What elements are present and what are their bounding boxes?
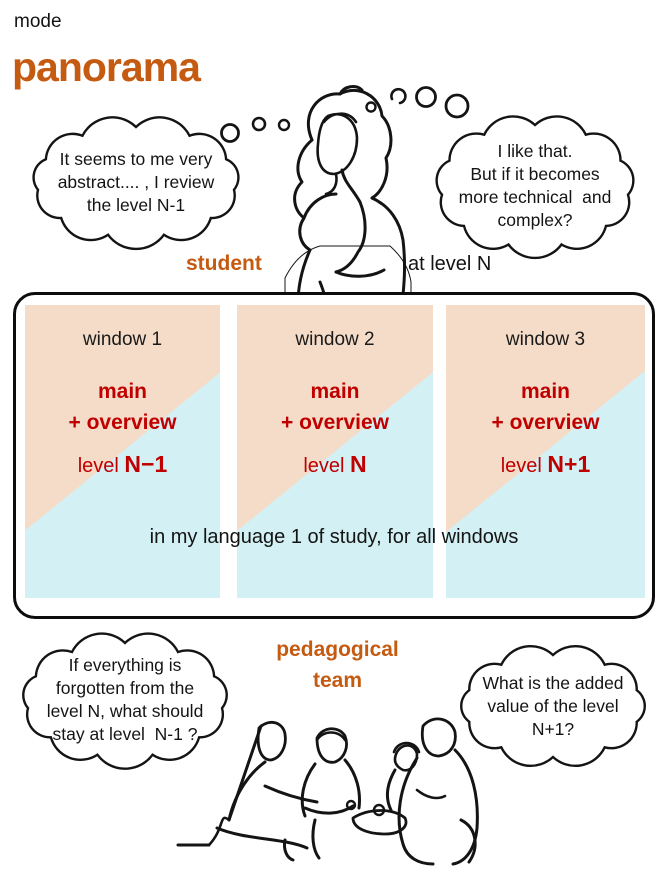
window-level: level N−1	[77, 451, 168, 477]
mode-label: mode	[14, 11, 62, 32]
window-title: window 1	[82, 329, 163, 350]
team-label: pedagogical team	[276, 638, 399, 692]
window-level: level N+1	[500, 451, 591, 477]
window-content-label: main + overview	[491, 380, 600, 434]
window-content-label: main + overview	[281, 380, 389, 434]
window-1	[25, 305, 220, 598]
window-title: window 3	[505, 329, 586, 350]
team-illustration	[165, 700, 485, 865]
window-3	[446, 305, 645, 598]
thought-bubble-text: If everything is forgotten from the level N, what should stay at level N-1 ?	[46, 655, 204, 744]
student-level-note: at level N	[408, 253, 492, 275]
panel-footnote: in my language 1 of study, for all windows	[149, 526, 519, 548]
window-2	[237, 305, 433, 598]
window-title: window 2	[295, 329, 375, 350]
thought-bubble-student-right	[428, 112, 642, 260]
windows-panel	[13, 292, 655, 619]
page-title: panorama	[12, 44, 200, 90]
window-content-label: main + overview	[68, 380, 177, 434]
thought-bubble-text: What is the added value of the level N+1?	[482, 672, 624, 739]
thought-bubble-text: I like that. But if it becomes more technical and complex?	[458, 141, 612, 230]
thought-bubble-text: It seems to me very abstract.... , I review the level N-1	[57, 148, 215, 215]
student-label: student	[186, 252, 262, 275]
window-level: level N	[303, 451, 367, 477]
thought-bubble-student-left	[24, 114, 248, 250]
